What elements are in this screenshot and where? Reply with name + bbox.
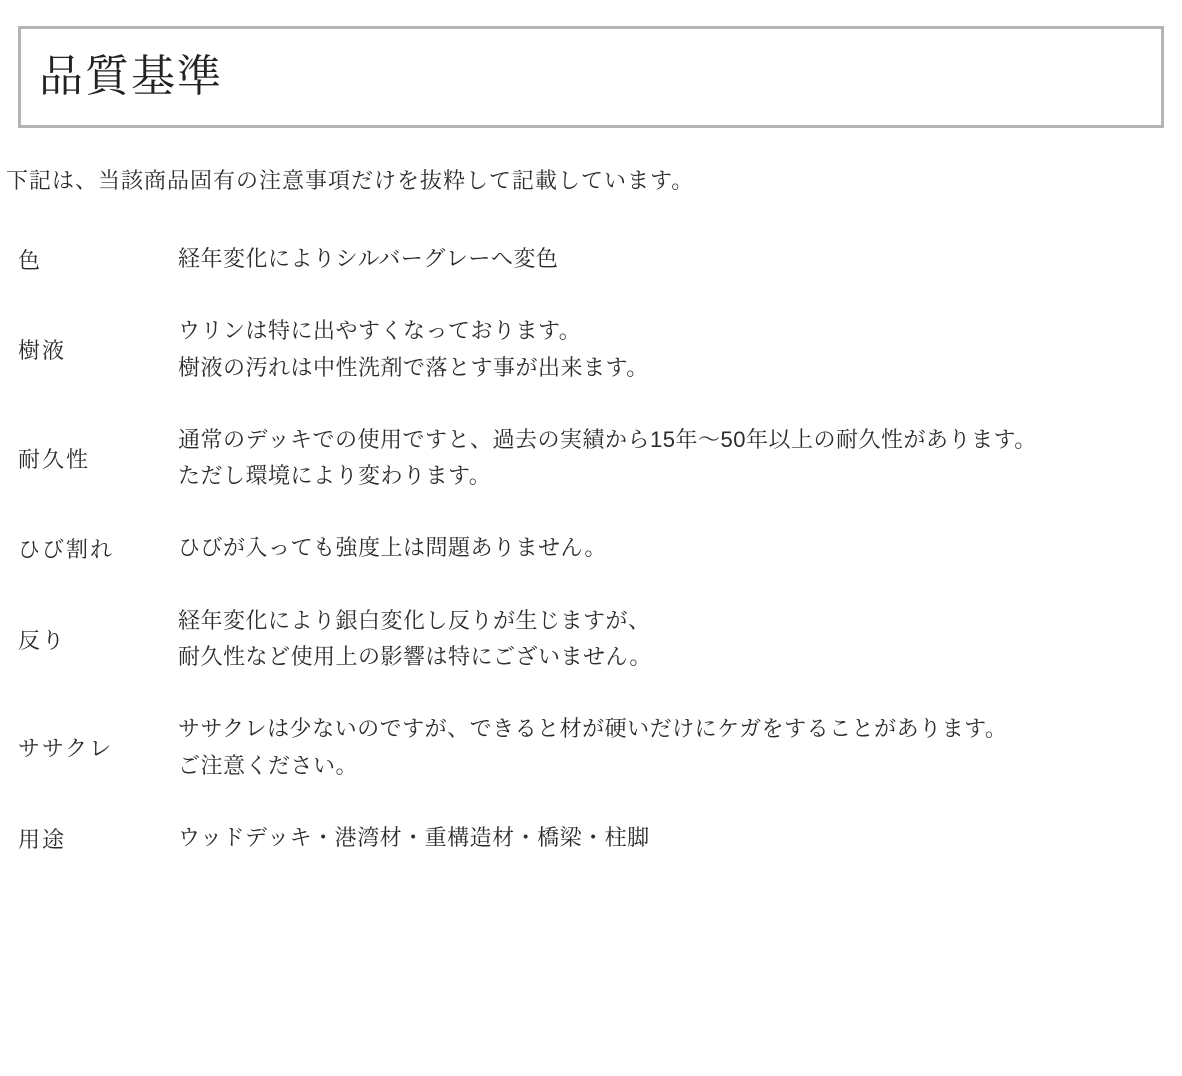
page-title: 品質基準 <box>39 52 223 101</box>
table-row <box>0 693 1160 802</box>
row-value-line: ウッドデッキ・港湾材・重構造材・橋梁・柱脚 <box>178 824 650 850</box>
row-label: 耐久性 <box>18 446 91 472</box>
quality-spec-table-body <box>0 223 1160 874</box>
row-label: ひび割れ <box>18 537 115 563</box>
table-row <box>0 585 1160 694</box>
row-value <box>178 295 1160 404</box>
row-value <box>178 404 1160 513</box>
row-label: 色 <box>18 247 43 273</box>
row-label: ササクレ <box>18 736 114 762</box>
row-value-line: ウリンは特に出やすくなっております。 <box>178 318 582 344</box>
row-value-line: 経年変化により銀白変化し反りが生じますが、 <box>178 607 651 633</box>
row-value <box>178 223 1160 295</box>
table-row <box>0 802 1160 874</box>
page-title-box <box>18 26 1164 128</box>
row-label: 樹液 <box>18 338 67 364</box>
table-row <box>0 295 1160 404</box>
intro-text: 下記は、当該商品固有の注意事項だけを抜粋して記載しています。 <box>6 168 695 193</box>
row-value-line: 通常のデッキでの使用ですと、過去の実績から15年〜50年以上の耐久性があります。 <box>178 426 1037 452</box>
row-value <box>178 585 1160 694</box>
row-value-line: ひびが入っても強度上は問題ありません。 <box>178 535 607 561</box>
row-value-line: 耐久性など使用上の影響は特にございません。 <box>178 644 652 670</box>
table-row <box>0 223 1160 295</box>
row-label: 用途 <box>18 826 67 852</box>
table-row <box>0 512 1160 584</box>
row-value-line: ご注意ください。 <box>178 752 359 778</box>
quality-spec-table <box>0 223 1160 874</box>
row-value-line: 経年変化によりシルバーグレーへ変色 <box>178 246 559 271</box>
row-value-line: ササクレは少ないのですが、できると材が硬いだけにケガをすることがあります。 <box>178 716 1008 742</box>
table-row <box>0 404 1160 513</box>
row-value-line: 樹液の汚れは中性洗剤で落とす事が出来ます。 <box>178 354 649 380</box>
row-value-line: ただし環境により変わります。 <box>178 463 492 489</box>
row-value <box>178 512 1160 584</box>
quality-standards-page <box>0 26 1182 1076</box>
row-value <box>178 802 1160 874</box>
row-label: 反り <box>18 627 67 653</box>
row-value <box>178 693 1160 802</box>
